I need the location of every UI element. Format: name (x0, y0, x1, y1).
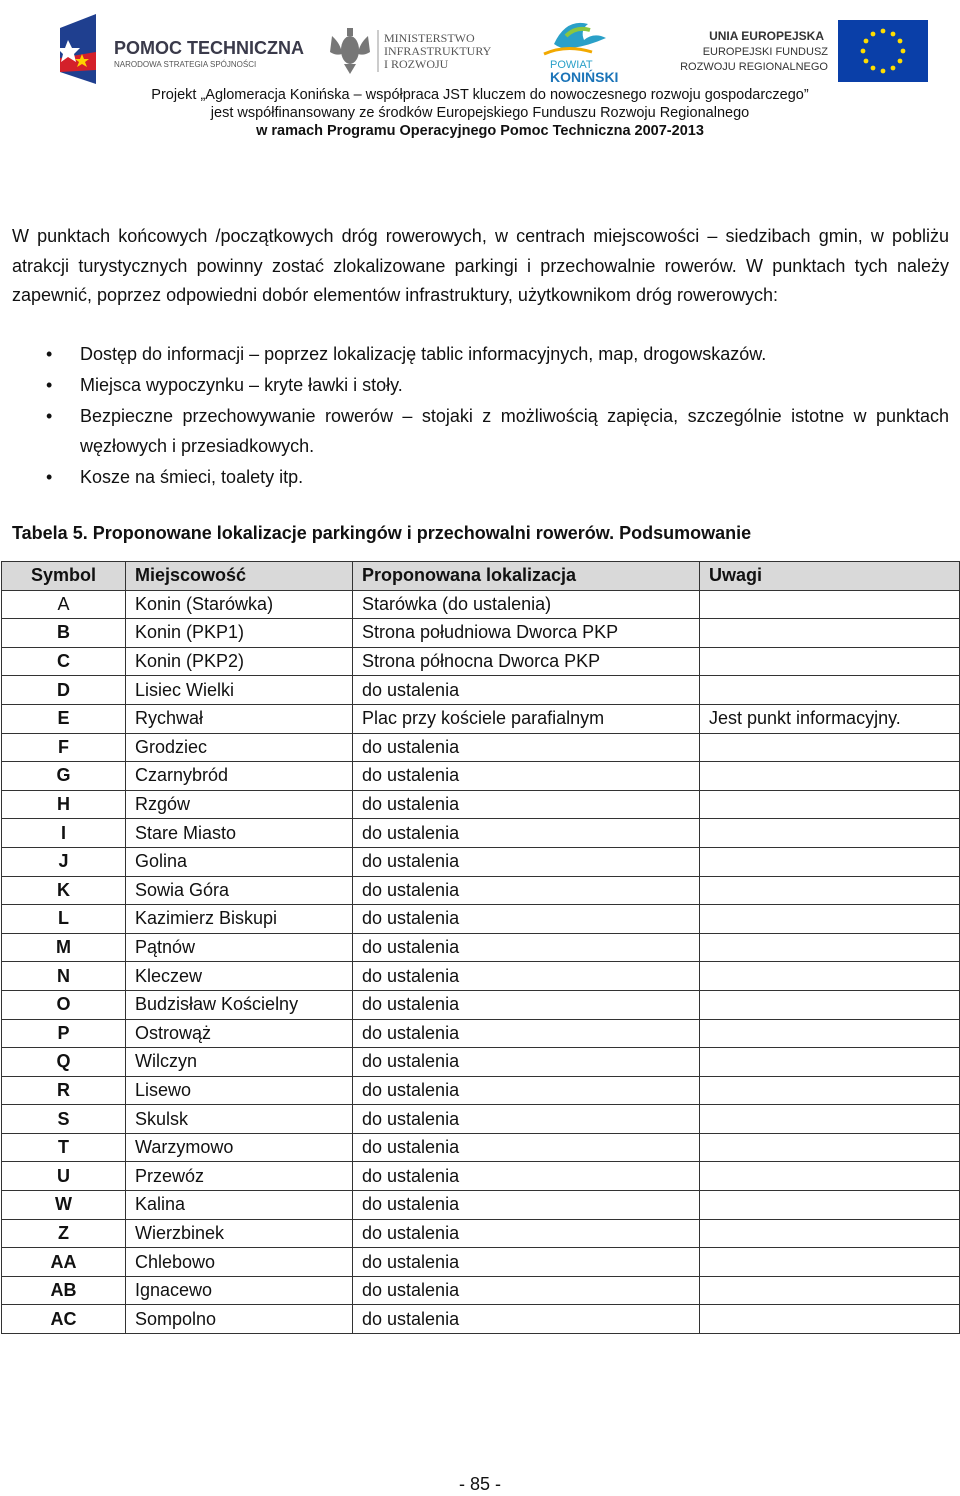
project-info (0, 86, 960, 140)
cell-uwagi (700, 905, 960, 934)
cell-uwagi (700, 876, 960, 905)
bullet-icon: • (46, 406, 53, 426)
cell-uwagi (700, 733, 960, 762)
cell-lokalizacja: do ustalenia (353, 762, 700, 791)
table-row (2, 876, 960, 905)
cell-symbol: Q (2, 1048, 126, 1077)
cell-miejscowosc: Ignacewo (126, 1276, 353, 1305)
cell-miejscowosc: Warzymowo (126, 1133, 353, 1162)
table-row (2, 790, 960, 819)
cell-symbol: R (2, 1076, 126, 1105)
cell-lokalizacja: do ustalenia (353, 1076, 700, 1105)
cell-symbol: U (2, 1162, 126, 1191)
bullet-text: Dostęp do informacji – poprzez lokalizację tablic informacyjnych, map, drogowskazów. (80, 344, 767, 364)
table-row (2, 1305, 960, 1334)
pt-logo-subtitle: NARODOWA STRATEGIA SPÓJNOŚCI (114, 60, 257, 69)
cell-symbol: O (2, 990, 126, 1019)
cell-symbol: C (2, 647, 126, 676)
header-miejscowosc: Miejscowość (126, 562, 353, 591)
locations-table (1, 561, 960, 1334)
cell-miejscowosc: Rzgów (126, 790, 353, 819)
cell-uwagi (700, 1048, 960, 1077)
page-number: - 85 - (458, 1474, 501, 1494)
cell-miejscowosc: Konin (Starówka) (126, 590, 353, 619)
cell-symbol: A (2, 590, 126, 619)
table-row (2, 619, 960, 648)
ministerstwo-logo (328, 26, 503, 76)
cell-symbol: I (2, 819, 126, 848)
cell-uwagi: Jest punkt informacyjny. (700, 704, 960, 733)
cell-miejscowosc: Czarnybród (126, 762, 353, 791)
cell-symbol: K (2, 876, 126, 905)
table-row (2, 819, 960, 848)
cell-symbol: L (2, 905, 126, 934)
cell-lokalizacja: do ustalenia (353, 933, 700, 962)
cell-uwagi (700, 1019, 960, 1048)
cell-uwagi (700, 1276, 960, 1305)
pt-logo-title: POMOC TECHNICZNA (114, 38, 304, 58)
bullet-text: Bezpieczne przechowywanie rowerów – stojaki z możliwością zapięcia, szczególnie istotne w punktach węzłowych i przesiadkowych. (80, 406, 949, 456)
cell-miejscowosc: Stare Miasto (126, 819, 353, 848)
cell-symbol: J (2, 847, 126, 876)
cell-uwagi (700, 1076, 960, 1105)
project-line-2: jest współfinansowany ze środków Europejskiego Funduszu Rozwoju Regionalnego (210, 105, 750, 121)
cell-lokalizacja: do ustalenia (353, 1133, 700, 1162)
mir-line-3: I ROZWOJU (384, 57, 449, 71)
cell-miejscowosc: Golina (126, 847, 353, 876)
table-row (2, 647, 960, 676)
table-row (2, 704, 960, 733)
intro-paragraph: W punktach końcowych /początkowych dróg rowerowych, w centrach miejscowości – siedzibach gmin, w pobliżu atrakcji turystycznych powinny zostać zlokalizowane parkingi i przechowalnie rowerów. W punktach tych należy zapewnić, poprzez odpowiedni dobór elementów infrastruktury, użytkownikom dróg rowerowych: (12, 226, 949, 305)
cell-miejscowosc: Kazimierz Biskupi (126, 905, 353, 934)
cell-lokalizacja: do ustalenia (353, 847, 700, 876)
cell-symbol: M (2, 933, 126, 962)
cell-miejscowosc: Lisiec Wielki (126, 676, 353, 705)
cell-lokalizacja: do ustalenia (353, 1105, 700, 1134)
cell-miejscowosc: Konin (PKP2) (126, 647, 353, 676)
cell-symbol: E (2, 704, 126, 733)
cell-miejscowosc: Konin (PKP1) (126, 619, 353, 648)
cell-symbol: AC (2, 1305, 126, 1334)
list-item (12, 402, 949, 461)
cell-symbol: S (2, 1105, 126, 1134)
cell-lokalizacja: do ustalenia (353, 962, 700, 991)
cell-miejscowosc: Rychwał (126, 704, 353, 733)
cell-uwagi (700, 1191, 960, 1220)
ue-line-1: UNIA EUROPEJSKA (709, 29, 824, 43)
cell-lokalizacja: do ustalenia (353, 1162, 700, 1191)
cell-uwagi (700, 590, 960, 619)
cell-lokalizacja: do ustalenia (353, 790, 700, 819)
mir-line-2: INFRASTRUKTURY (384, 44, 492, 58)
eagle-emblem-icon (330, 28, 370, 74)
cell-miejscowosc: Wierzbinek (126, 1219, 353, 1248)
cell-lokalizacja: do ustalenia (353, 1019, 700, 1048)
cell-uwagi (700, 1305, 960, 1334)
table-row (2, 990, 960, 1019)
cell-miejscowosc: Chlebowo (126, 1248, 353, 1277)
cell-miejscowosc: Wilczyn (126, 1048, 353, 1077)
cell-miejscowosc: Grodziec (126, 733, 353, 762)
bullet-icon: • (46, 375, 53, 395)
cell-miejscowosc: Skulsk (126, 1105, 353, 1134)
cell-uwagi (700, 1133, 960, 1162)
cell-uwagi (700, 676, 960, 705)
cell-uwagi (700, 762, 960, 791)
cell-miejscowosc: Przewóz (126, 1162, 353, 1191)
table-row (2, 1219, 960, 1248)
cell-miejscowosc: Budzisław Kościelny (126, 990, 353, 1019)
cell-symbol: F (2, 733, 126, 762)
cell-lokalizacja: Starówka (do ustalenia) (353, 590, 700, 619)
cell-uwagi (700, 847, 960, 876)
cell-lokalizacja: do ustalenia (353, 1191, 700, 1220)
cell-lokalizacja: do ustalenia (353, 876, 700, 905)
cell-miejscowosc: Sowia Góra (126, 876, 353, 905)
mir-line-1: MINISTERSTWO (384, 31, 475, 45)
table-row (2, 1191, 960, 1220)
cell-symbol: H (2, 790, 126, 819)
cell-lokalizacja: do ustalenia (353, 819, 700, 848)
table-row (2, 962, 960, 991)
cell-lokalizacja: do ustalenia (353, 1276, 700, 1305)
cell-miejscowosc: Lisewo (126, 1076, 353, 1105)
table-row (2, 905, 960, 934)
pk-line-2: KONIŃSKI (550, 69, 619, 85)
cell-uwagi (700, 647, 960, 676)
header-logos (0, 0, 960, 86)
cell-lokalizacja: Plac przy kościele parafialnym (353, 704, 700, 733)
header-symbol: Symbol (2, 562, 126, 591)
list-item (12, 340, 949, 370)
cell-symbol: Z (2, 1219, 126, 1248)
cell-symbol: D (2, 676, 126, 705)
cell-lokalizacja: Strona południowa Dworca PKP (353, 619, 700, 648)
pomoc-techniczna-logo (56, 14, 306, 84)
cell-uwagi (700, 1219, 960, 1248)
cell-symbol: T (2, 1133, 126, 1162)
cell-lokalizacja: do ustalenia (353, 1048, 700, 1077)
cell-miejscowosc: Sompolno (126, 1305, 353, 1334)
cell-symbol: P (2, 1019, 126, 1048)
cell-symbol: B (2, 619, 126, 648)
cell-miejscowosc: Pątnów (126, 933, 353, 962)
table-row (2, 590, 960, 619)
bullet-icon: • (46, 466, 53, 487)
cell-lokalizacja: do ustalenia (353, 1248, 700, 1277)
project-line-3: w ramach Programu Operacyjnego Pomoc Techniczna 2007-2013 (256, 123, 704, 139)
cell-lokalizacja: do ustalenia (353, 733, 700, 762)
cell-uwagi (700, 990, 960, 1019)
bullet-icon: • (46, 344, 53, 364)
bullet-text: Miejsca wypoczynku – kryte ławki i stoły. (80, 375, 403, 395)
table-row (2, 1048, 960, 1077)
cell-symbol: W (2, 1191, 126, 1220)
pk-line-1: POWIAT (550, 59, 593, 71)
cell-symbol: N (2, 962, 126, 991)
project-line-1: Projekt „Aglomeracja Konińska – współpraca JST kluczem do nowoczesnego rozwoju gospodarczego” (151, 87, 809, 103)
list-item (12, 463, 949, 493)
table-row (2, 1076, 960, 1105)
ue-line-2: EUROPEJSKI FUNDUSZ (702, 46, 828, 58)
table-header-row (2, 562, 960, 591)
table-row (2, 1133, 960, 1162)
cell-lokalizacja: Strona północna Dworca PKP (353, 647, 700, 676)
table-row (2, 1019, 960, 1048)
table-row (2, 733, 960, 762)
cell-symbol: AB (2, 1276, 126, 1305)
list-item (12, 371, 949, 401)
table-row (2, 762, 960, 791)
table-row (2, 1276, 960, 1305)
powiat-koninski-logo (536, 14, 636, 88)
cell-lokalizacja: do ustalenia (353, 990, 700, 1019)
unia-europejska-logo (672, 20, 930, 82)
bullet-text: Kosze na śmieci, toalety itp. (80, 466, 304, 487)
table-row (2, 1248, 960, 1277)
table-row (2, 847, 960, 876)
cell-uwagi (700, 962, 960, 991)
table-row (2, 1162, 960, 1191)
header-lokalizacja: Proponowana lokalizacja (353, 562, 700, 591)
cell-symbol: AA (2, 1248, 126, 1277)
header-uwagi: Uwagi (700, 562, 960, 591)
ue-line-3: ROZWOJU REGIONALNEGO (680, 61, 828, 73)
cell-uwagi (700, 933, 960, 962)
cell-miejscowosc: Kleczew (126, 962, 353, 991)
cell-miejscowosc: Ostrowąż (126, 1019, 353, 1048)
cell-symbol: G (2, 762, 126, 791)
cell-lokalizacja: do ustalenia (353, 905, 700, 934)
cell-lokalizacja: do ustalenia (353, 676, 700, 705)
table-caption: Tabela 5. Proponowane lokalizacje parkingów i przechowalni rowerów. Podsumowanie (12, 523, 752, 543)
cell-miejscowosc: Kalina (126, 1191, 353, 1220)
cell-uwagi (700, 619, 960, 648)
cell-uwagi (700, 1162, 960, 1191)
cell-uwagi (700, 790, 960, 819)
cell-lokalizacja: do ustalenia (353, 1219, 700, 1248)
cell-uwagi (700, 819, 960, 848)
table-row (2, 1105, 960, 1134)
cell-lokalizacja: do ustalenia (353, 1305, 700, 1334)
cell-uwagi (700, 1248, 960, 1277)
table-row (2, 933, 960, 962)
bullet-list (12, 340, 949, 494)
cell-uwagi (700, 1105, 960, 1134)
table-row (2, 676, 960, 705)
